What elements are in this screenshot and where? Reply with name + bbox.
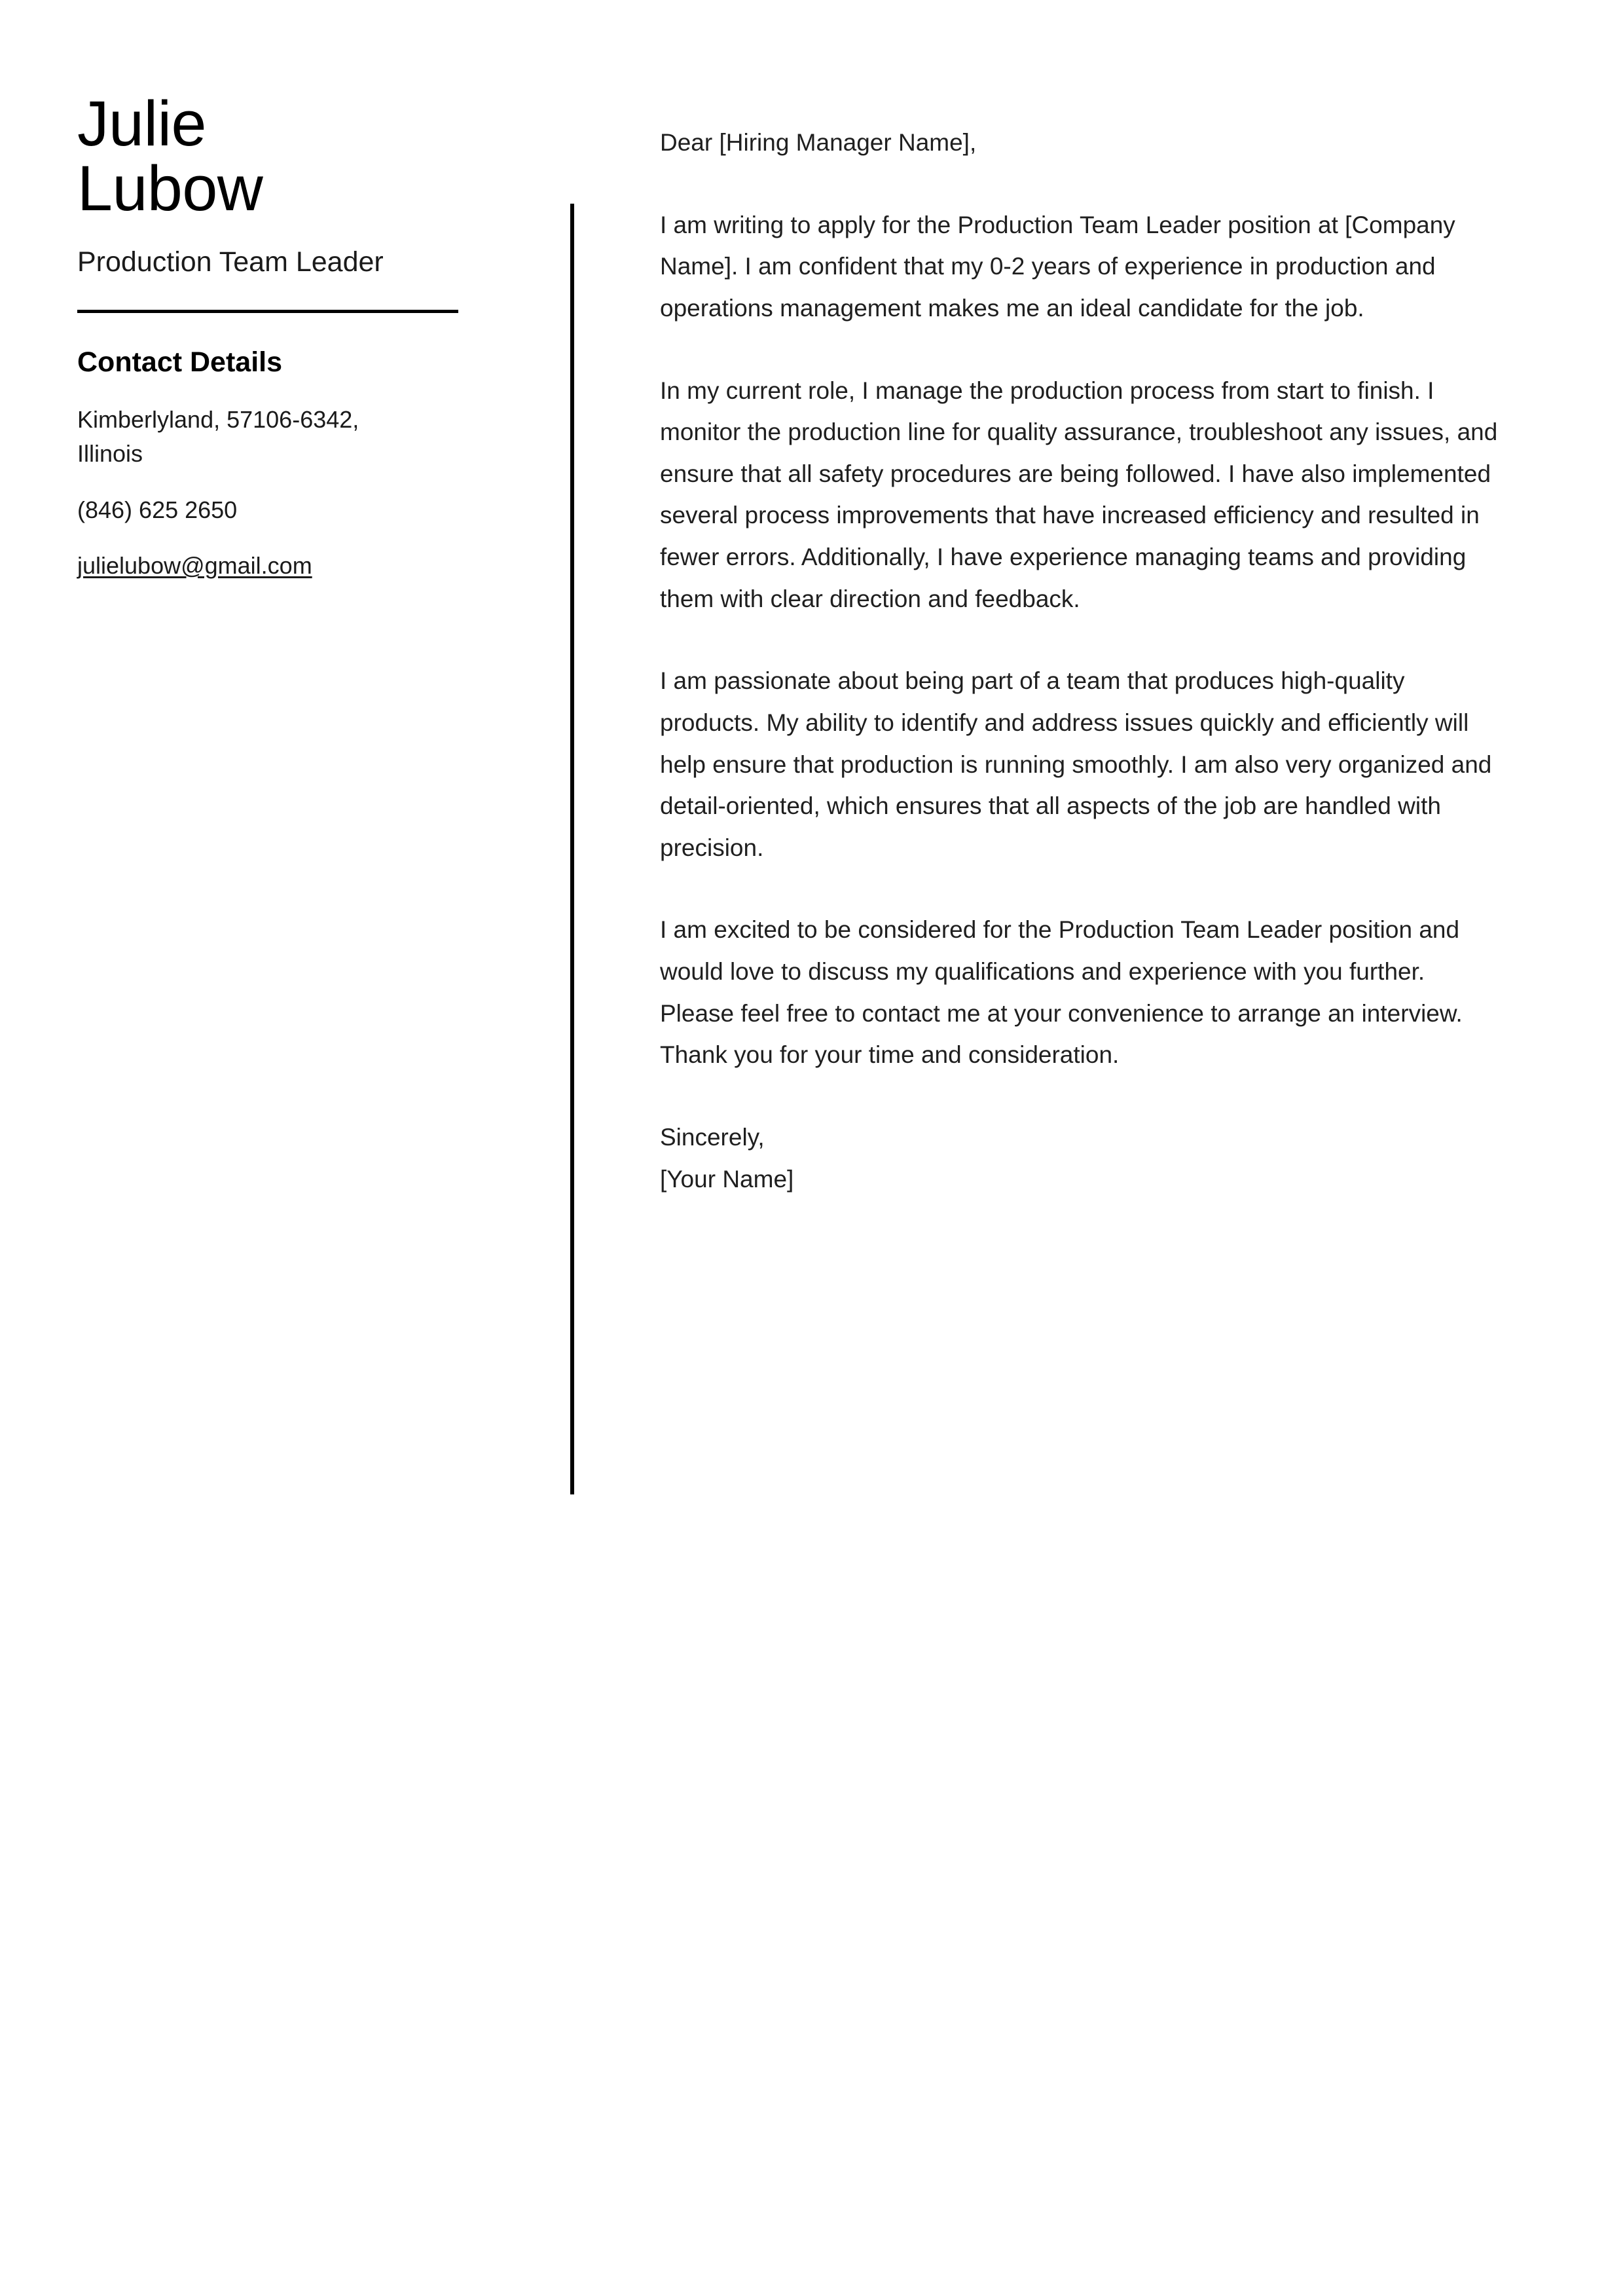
letter-signature: [Your Name] — [660, 1165, 794, 1193]
contact-details-heading: Contact Details — [77, 346, 283, 378]
candidate-last-name: Lubow — [77, 152, 263, 224]
letter-body — [660, 122, 1504, 1200]
letter-paragraph-4: I am excited to be considered for the Production Team Leader position and would love to discuss my qualifications and experience with you further. Please feel free to contact me at your convenience to arrange an interview. Thank you for your time and consideration. — [660, 916, 1463, 1069]
candidate-first-name: Julie — [77, 88, 206, 159]
sidebar-horizontal-rule — [77, 310, 458, 313]
letter-paragraph-3: I am passionate about being part of a team that produces high-quality products. My ability to identify and address issues quickly and efficiently will help ensure that production is running smoothly. I am also very organized and detail-oriented, which ensures that all aspects of the job are handled with precision. — [660, 667, 1492, 861]
contact-details-list — [77, 403, 496, 583]
column-divider-rule — [570, 204, 574, 1494]
letter-closing: Sincerely, — [660, 1123, 765, 1151]
letter-paragraph-1: I am writing to apply for the Production Team Leader position at [Company Name]. I am confident that my 0-2 years of experience in production and operations management makes me an ideal candidate for the job. — [660, 211, 1455, 322]
contact-email-link[interactable]: julielubow@gmail.com — [77, 551, 312, 579]
letter-salutation: Dear [Hiring Manager Name], — [660, 129, 977, 156]
contact-phone: (846) 625 2650 — [77, 496, 238, 523]
candidate-job-title: Production Team Leader — [77, 246, 384, 278]
candidate-name — [77, 88, 496, 224]
contact-email-row — [77, 549, 418, 583]
sidebar — [77, 88, 496, 583]
contact-address: Kimberlyland, 57106-6342, Illinois — [77, 406, 359, 468]
letter-paragraph-2: In my current role, I manage the production process from start to finish. I monitor the production line for quality assurance, troubleshoot any issues, and ensure that all safety procedures are being followed. I have also implemented several process improvements that have increased efficiency and resulted in fewer errors. Additionally, I have experience managing teams and providing them with clear direction and feedback. — [660, 377, 1498, 612]
